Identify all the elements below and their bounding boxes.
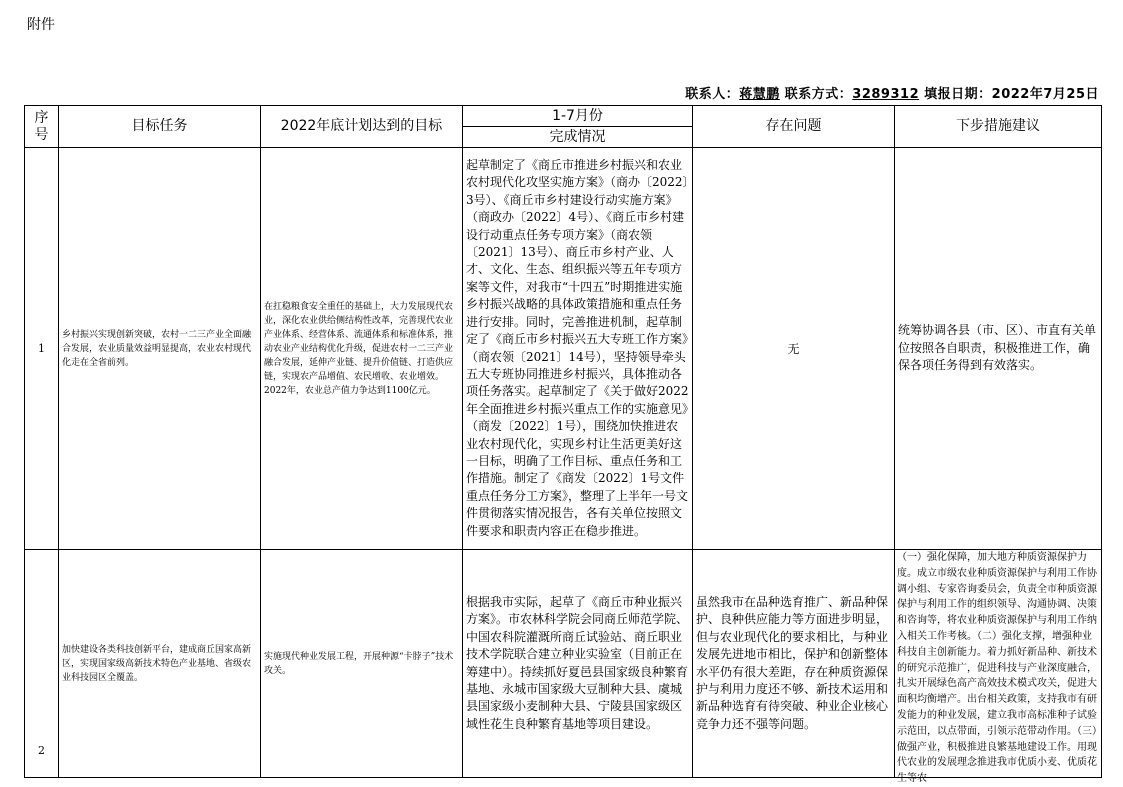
row-problems: 无: [693, 148, 895, 550]
attachment-label: 附件: [27, 17, 55, 33]
row-next-steps: 统筹协调各县（市、区）、市直有关单位按照各自职责，积极推进工作，确保各项任务得到有效落实。: [895, 148, 1102, 550]
row-task: 乡村振兴实现创新突破，农村一二三产业全面融合发展，农业质量效益明显提高，农业农村现代化走在全省前列。: [59, 148, 261, 550]
fill-date: 2022年7月25日: [991, 87, 1099, 102]
fill-date-label: 填报日期：: [924, 87, 992, 102]
row-task: 加快建设各类科技创新平台，建成商丘国家高新区，实现国家级高新技术特色产业基地、省级农业科技园区全覆盖。: [59, 550, 261, 778]
header-next-steps: 下步措施建议: [895, 106, 1102, 148]
table-row: [25, 550, 1102, 778]
row-problems: 虽然我市在品种选育推广、新品种保护、良种供应能力等方面进步明显，但与农业现代化的要求相比，与种业发展先进地市相比，保护和创新整体水平仍有很大差距，存在种质资源保护与利用力度还不够、新技术运用和新品种选育有待突破、种业企业核心竞争力还不强等问题。: [693, 550, 895, 778]
row-number: 2: [25, 550, 59, 778]
contact-name: 蒋慧鹏: [739, 87, 780, 102]
header-completion: 完成情况: [463, 127, 693, 148]
row-completion: 根据我市实际，起草了《商丘市种业振兴方案》。市农林科学院会同商丘师范学院、中国农科院灌溉所商丘试验站、商丘职业技术学院联合建立种业实验室（目前正在筹建中）。持续抓好夏邑县国家级良种繁育基地、永城市国家级大豆制种大县、虞城县国家级小麦制种大县、宁陵县国家级区域性花生良种繁育基地等项目建设。: [463, 550, 693, 778]
next-steps-text: （一）强化保障，加大地方种质资源保护力度。成立市级农业种质资源保护与利用工作协调小组、专家咨询委员会，负责全市种质资源保护与利用工作的组织领导、沟通协调、决策和咨询等，将农业种质资源保护与利用工作纳入相关工作考核。（二）强化支撑，增强种业科技自主创新能力。着力抓好新品种、新技术的研究示范推广，促进科技与产业深度融合，扎实开展绿色高产高效技术模式攻关，促进大面积均衡增产。出台相关政策，支持我市有研发能力的种业发展，建立我市高标准种子试验示范田，以点带面，引领示范带动作用。（三）做强产业，积极推进良繁基地建设工作。用现代农业的发展理念推进我市优质小麦、优质花生等农: [897, 552, 1097, 785]
contact-line: [685, 83, 1099, 102]
row-target: 在扛稳粮食安全重任的基础上，大力发展现代农业，深化农业供给侧结构性改革，完善现代农业产业体系、经营体系、流通体系和标准体系，推动农业产业结构优化升级，促进农村一二三产业融合发展，延伸产业链、提升价值链、打造供应链，实现农产品增值、农民增收、农业增效。2022年，农业总产值力争达到1100亿元。: [261, 148, 463, 550]
row-next-steps: [895, 550, 1102, 785]
header-period: 1-7月份: [463, 106, 693, 127]
contact-label: 联系人：: [685, 87, 740, 102]
header-task: 目标任务: [59, 106, 261, 148]
contact-phone: 3289312: [852, 87, 920, 102]
header-seq: 序号: [25, 106, 59, 148]
row-target: 实施现代种业发展工程，开展种源“卡脖子”技术攻关。: [261, 550, 463, 778]
header-target: 2022年底计划达到的目标: [261, 106, 463, 148]
table-row: [25, 148, 1102, 550]
row-number: 1: [25, 148, 59, 550]
contact-method-label: 联系方式：: [784, 87, 853, 102]
progress-table: [24, 105, 1102, 785]
header-problems: 存在问题: [693, 106, 895, 148]
row-completion: 起草制定了《商丘市推进乡村振兴和农业农村现代化攻坚实施方案》（商办〔2022〕3号）、《商丘市乡村建设行动实施方案》（商政办〔2022〕4号）、《商丘市乡村建设行动重点任务专项方案》（商农领〔2021〕13号）、商丘市乡村产业、人才、文化、生态、组织振兴等五年专项方案等文件，对我市“十四五”时期推进实施乡村振兴战略的具体政策措施和重点任务进行安排。同时，完善推进机制，起草制定了《商丘市乡村振兴五大专班工作方案》（商农领〔2021〕14号），坚持领导牵头五大专班协同推进乡村振兴，具体推动各项任务落实。起草制定了《关于做好2022年全面推进乡村振兴重点工作的实施意见》（商发〔2022〕1号），围绕加快推进农业农村现代化，实现乡村让生活更美好这一目标，明确了工作目标、重点任务和工作措施。制定了《商发〔2022〕1号文件重点任务分工方案》，整理了上半年一号文件贯彻落实情况报告，各有关单位按照文件要求和职责内容正在稳步推进。: [463, 148, 693, 550]
